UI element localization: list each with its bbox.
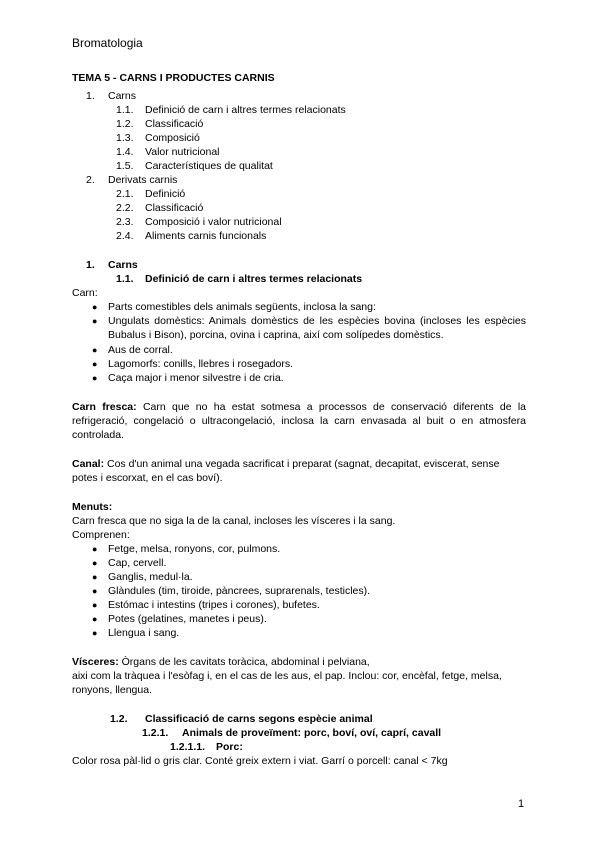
definition-text: ronyons, llengua. <box>72 684 152 696</box>
toc-item: Carns <box>108 90 137 102</box>
toc-number: 1. <box>86 90 95 102</box>
subsection-heading: Porc: <box>216 741 243 753</box>
toc-item: Classificació <box>145 202 204 214</box>
bullet-icon: ● <box>92 558 98 568</box>
definition-text: Comprenen: <box>72 529 130 541</box>
definition-text: Carn fresca que no siga la de la canal, incloses les vísceres i la sang. <box>72 515 396 527</box>
subsection-number: 1.2.1.1. <box>170 741 206 753</box>
subsection-number: 1.2.1. <box>142 727 169 739</box>
toc-number: 2.2. <box>116 202 134 214</box>
list-item: Aus de corral. <box>108 344 173 356</box>
definition-text: aixi com la tràquea i l'esòfag i, en el cas de les aus, el pap. Inclou: cor, encèfal, fetge, melsa, <box>72 670 502 682</box>
toc-number: 2. <box>86 174 95 186</box>
page-number: 1 <box>518 798 525 810</box>
bullet-icon: ● <box>92 359 98 369</box>
list-item: Estómac i intestins (tripes i corones), bufetes. <box>108 599 320 611</box>
definition-text: Òrgans de les cavitats toràcica, abdominal i pelviana, <box>118 656 370 668</box>
toc-number: 2.3. <box>116 216 134 228</box>
bullet-icon: ● <box>92 302 98 312</box>
term-label: Vísceres: <box>72 656 119 668</box>
subsection-heading: Animals de proveïment: porc, boví, oví, caprí, cavall <box>182 727 442 739</box>
porc-description: Color rosa pàl·lid o gris clar. Conté greix extern i viat. Garrí o porcell: canal < 7kg <box>72 755 448 767</box>
subsection-number: 1.1. <box>116 273 134 285</box>
toc-item: Classificació <box>145 118 204 130</box>
subsection-heading: Definició de carn i altres termes relacionats <box>145 273 363 285</box>
toc-item: Característiques de qualitat <box>145 160 273 172</box>
carn-label: Carn: <box>72 287 98 299</box>
toc-number: 1.4. <box>116 146 134 158</box>
bullet-icon: ● <box>92 628 98 638</box>
definition-text: Cos d'un animal una vegada sacrificat i preparat (sagnat, decapitat, eviscerat, sense potes i escorxat, en el cas boví). <box>72 458 500 485</box>
list-item: Potes (gelatines, manetes i peus). <box>108 613 267 625</box>
list-item: Lagomorfs: conills, llebres i rosegadors. <box>108 358 294 370</box>
list-item: Ungulats domèstics: Animals domèstics de les espècies bovina (incloses les espècies Bubalus i Bison), porcina, ovina i caprina, així com solípedes domèstics. <box>108 315 526 342</box>
toc-item: Composició <box>145 132 200 144</box>
bullet-icon: ● <box>92 586 98 596</box>
list-item: Parts comestibles dels animals següents, inclosa la sang: <box>108 301 376 313</box>
toc-number: 2.4. <box>116 230 134 242</box>
term-label: Canal: <box>72 458 105 470</box>
list-item: Glàndules (tim, tiroide, pàncrees, suprarenals, testicles). <box>108 585 371 597</box>
canal-paragraph <box>72 457 528 485</box>
toc-number: 1.2. <box>116 118 134 130</box>
term-label: Carn fresca: <box>72 401 137 413</box>
list-item: Caça major i menor silvestre i de cria. <box>108 372 284 384</box>
header-title: Bromatologia <box>72 36 143 50</box>
subsection-number: 1.2. <box>110 713 128 725</box>
toc-number: 2.1. <box>116 188 134 200</box>
section-heading: Carns <box>108 259 138 271</box>
bullet-icon: ● <box>92 600 98 610</box>
bullet-icon: ● <box>92 373 98 383</box>
term-label: Menuts: <box>72 501 113 513</box>
toc-number: 1.3. <box>116 132 134 144</box>
toc-item: Definició <box>145 188 186 200</box>
section-number: 1. <box>86 259 95 271</box>
definition-text: Carn que no ha estat sotmesa a processos de conservació diferents de la refrigeració, congelació o ultracongelació, inclosa la carn envasada al buit o en atmosfera controlada. <box>72 401 527 442</box>
subsection-heading: Classificació de carns segons espècie animal <box>145 713 373 725</box>
list-item: Fetge, melsa, ronyons, cor, pulmons. <box>108 543 281 555</box>
bullet-icon: ● <box>92 316 98 326</box>
toc-number: 1.5. <box>116 160 134 172</box>
toc-number: 1.1. <box>116 104 134 116</box>
list-item: Llengua i sang. <box>108 627 180 639</box>
toc-item: Valor nutricional <box>145 146 220 158</box>
bullet-icon: ● <box>92 614 98 624</box>
toc-item: Aliments carnis funcionals <box>145 230 267 242</box>
toc-item: Derivats carnis <box>108 174 178 186</box>
visceres-paragraph <box>72 655 370 669</box>
toc-item: Composició i valor nutricional <box>145 216 282 228</box>
list-item: Cap, cervell. <box>108 557 167 569</box>
carn-fresca-paragraph <box>72 400 526 443</box>
bullet-icon: ● <box>92 345 98 355</box>
bullet-icon: ● <box>92 544 98 554</box>
toc-item: Definició de carn i altres termes relacionats <box>145 104 346 116</box>
document-title: TEMA 5 - CARNS I PRODUCTES CARNIS <box>72 72 275 84</box>
bullet-icon: ● <box>92 572 98 582</box>
list-item: Ganglis, medul·la. <box>108 571 193 583</box>
